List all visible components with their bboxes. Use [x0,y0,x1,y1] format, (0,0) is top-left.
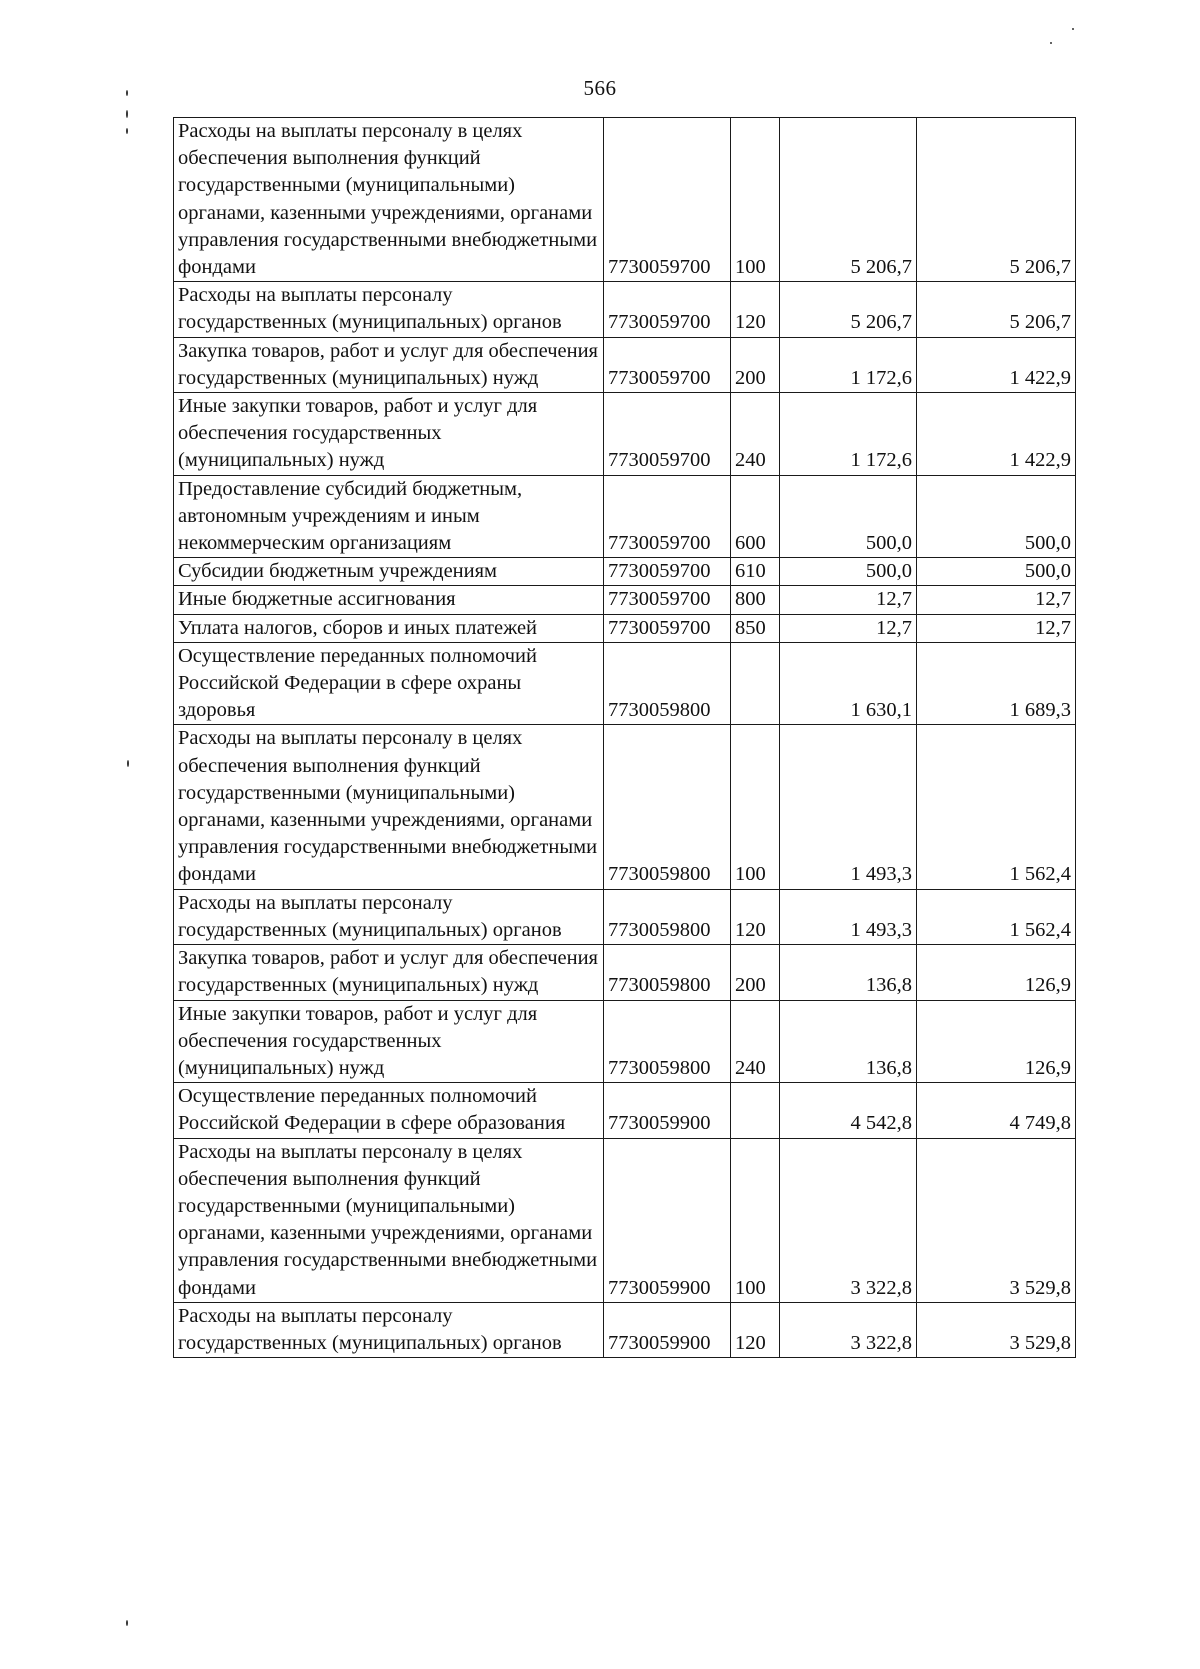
table-row [174,475,1076,558]
row-type: 850 [731,614,780,642]
row-value-1: 500,0 [780,558,917,586]
row-value-2: 5 206,7 [917,282,1076,337]
row-code: 7730059700 [604,118,731,282]
table-row [174,1138,1076,1302]
row-value-2: 126,9 [917,1000,1076,1083]
table-row [174,889,1076,944]
row-value-2: 126,9 [917,945,1076,1000]
row-type: 100 [731,118,780,282]
row-name: Расходы на выплаты персоналу в целях обеспечения выполнения функций государственными (муниципальными) органами, казенными учреждениями, органами управления государственными внебюджетными фондами [174,1138,604,1302]
row-value-2: 500,0 [917,475,1076,558]
row-value-2: 1 422,9 [917,337,1076,392]
row-value-1: 3 322,8 [780,1138,917,1302]
row-type: 200 [731,945,780,1000]
row-type [731,642,780,725]
row-code: 7730059700 [604,393,731,476]
row-value-1: 1 172,6 [780,393,917,476]
row-value-2: 1 562,4 [917,889,1076,944]
row-value-1: 3 322,8 [780,1302,917,1357]
row-value-1: 136,8 [780,1000,917,1083]
table-row [174,393,1076,476]
row-value-1: 1 493,3 [780,889,917,944]
table-row [174,282,1076,337]
table-row [174,1083,1076,1138]
row-type: 240 [731,393,780,476]
scan-speck [126,1620,128,1626]
table-row [174,586,1076,614]
row-value-1: 4 542,8 [780,1083,917,1138]
row-value-2: 3 529,8 [917,1302,1076,1357]
row-value-2: 500,0 [917,558,1076,586]
row-value-2: 1 689,3 [917,642,1076,725]
table-row [174,337,1076,392]
row-name: Предоставление субсидий бюджетным, автономным учреждениям и иным некоммерческим организациям [174,475,604,558]
row-code: 7730059800 [604,1000,731,1083]
scan-speck [126,128,128,134]
table-row [174,725,1076,889]
table-row [174,558,1076,586]
table-row [174,642,1076,725]
row-value-1: 1 493,3 [780,725,917,889]
row-type: 240 [731,1000,780,1083]
row-name: Субсидии бюджетным учреждениям [174,558,604,586]
row-type: 200 [731,337,780,392]
row-value-2: 1 422,9 [917,393,1076,476]
row-value-1: 5 206,7 [780,282,917,337]
row-type: 610 [731,558,780,586]
row-name: Расходы на выплаты персоналу государственных (муниципальных) органов [174,282,604,337]
row-code: 7730059700 [604,282,731,337]
row-code: 7730059900 [604,1302,731,1357]
row-value-1: 5 206,7 [780,118,917,282]
row-type: 120 [731,1302,780,1357]
row-value-1: 1 172,6 [780,337,917,392]
row-code: 7730059700 [604,586,731,614]
row-value-2: 1 562,4 [917,725,1076,889]
row-name: Осуществление переданных полномочий Российской Федерации в сфере охраны здоровья [174,642,604,725]
row-code: 7730059800 [604,725,731,889]
row-name: Осуществление переданных полномочий Российской Федерации в сфере образования [174,1083,604,1138]
row-name: Расходы на выплаты персоналу в целях обеспечения выполнения функций государственными (муниципальными) органами, казенными учреждениями, органами управления государственными внебюджетными фондами [174,118,604,282]
row-type [731,1083,780,1138]
scan-speck [1050,42,1052,44]
table-row [174,945,1076,1000]
row-type: 100 [731,725,780,889]
row-type: 120 [731,889,780,944]
table-row [174,118,1076,282]
page-number: 566 [583,76,617,100]
scan-speck [127,760,129,767]
scan-speck [126,90,128,96]
row-value-2: 12,7 [917,614,1076,642]
row-code: 7730059700 [604,337,731,392]
row-value-1: 500,0 [780,475,917,558]
row-code: 7730059900 [604,1138,731,1302]
row-value-2: 4 749,8 [917,1083,1076,1138]
row-code: 7730059800 [604,642,731,725]
row-name: Уплата налогов, сборов и иных платежей [174,614,604,642]
row-value-1: 12,7 [780,614,917,642]
row-type: 100 [731,1138,780,1302]
row-code: 7730059700 [604,614,731,642]
row-value-1: 1 630,1 [780,642,917,725]
row-name: Закупка товаров, работ и услуг для обеспечения государственных (муниципальных) нужд [174,945,604,1000]
row-name: Расходы на выплаты персоналу государственных (муниципальных) органов [174,889,604,944]
row-name: Иные закупки товаров, работ и услуг для обеспечения государственных (муниципальных) нужд [174,393,604,476]
row-code: 7730059800 [604,945,731,1000]
row-type: 600 [731,475,780,558]
row-code: 7730059700 [604,558,731,586]
row-name: Иные бюджетные ассигнования [174,586,604,614]
row-name: Расходы на выплаты персоналу государственных (муниципальных) органов [174,1302,604,1357]
row-code: 7730059800 [604,889,731,944]
row-type: 800 [731,586,780,614]
row-code: 7730059700 [604,475,731,558]
row-value-1: 12,7 [780,586,917,614]
row-value-2: 5 206,7 [917,118,1076,282]
row-name: Закупка товаров, работ и услуг для обеспечения государственных (муниципальных) нужд [174,337,604,392]
table-row [174,1000,1076,1083]
budget-table [173,117,1076,1358]
scan-speck [126,110,128,118]
table-row [174,614,1076,642]
row-name: Расходы на выплаты персоналу в целях обеспечения выполнения функций государственными (муниципальными) органами, казенными учреждениями, органами управления государственными внебюджетными фондами [174,725,604,889]
row-value-2: 3 529,8 [917,1138,1076,1302]
row-name: Иные закупки товаров, работ и услуг для обеспечения государственных (муниципальных) нужд [174,1000,604,1083]
row-value-2: 12,7 [917,586,1076,614]
table-row [174,1302,1076,1357]
scan-speck [1072,28,1074,30]
row-value-1: 136,8 [780,945,917,1000]
row-code: 7730059900 [604,1083,731,1138]
row-type: 120 [731,282,780,337]
